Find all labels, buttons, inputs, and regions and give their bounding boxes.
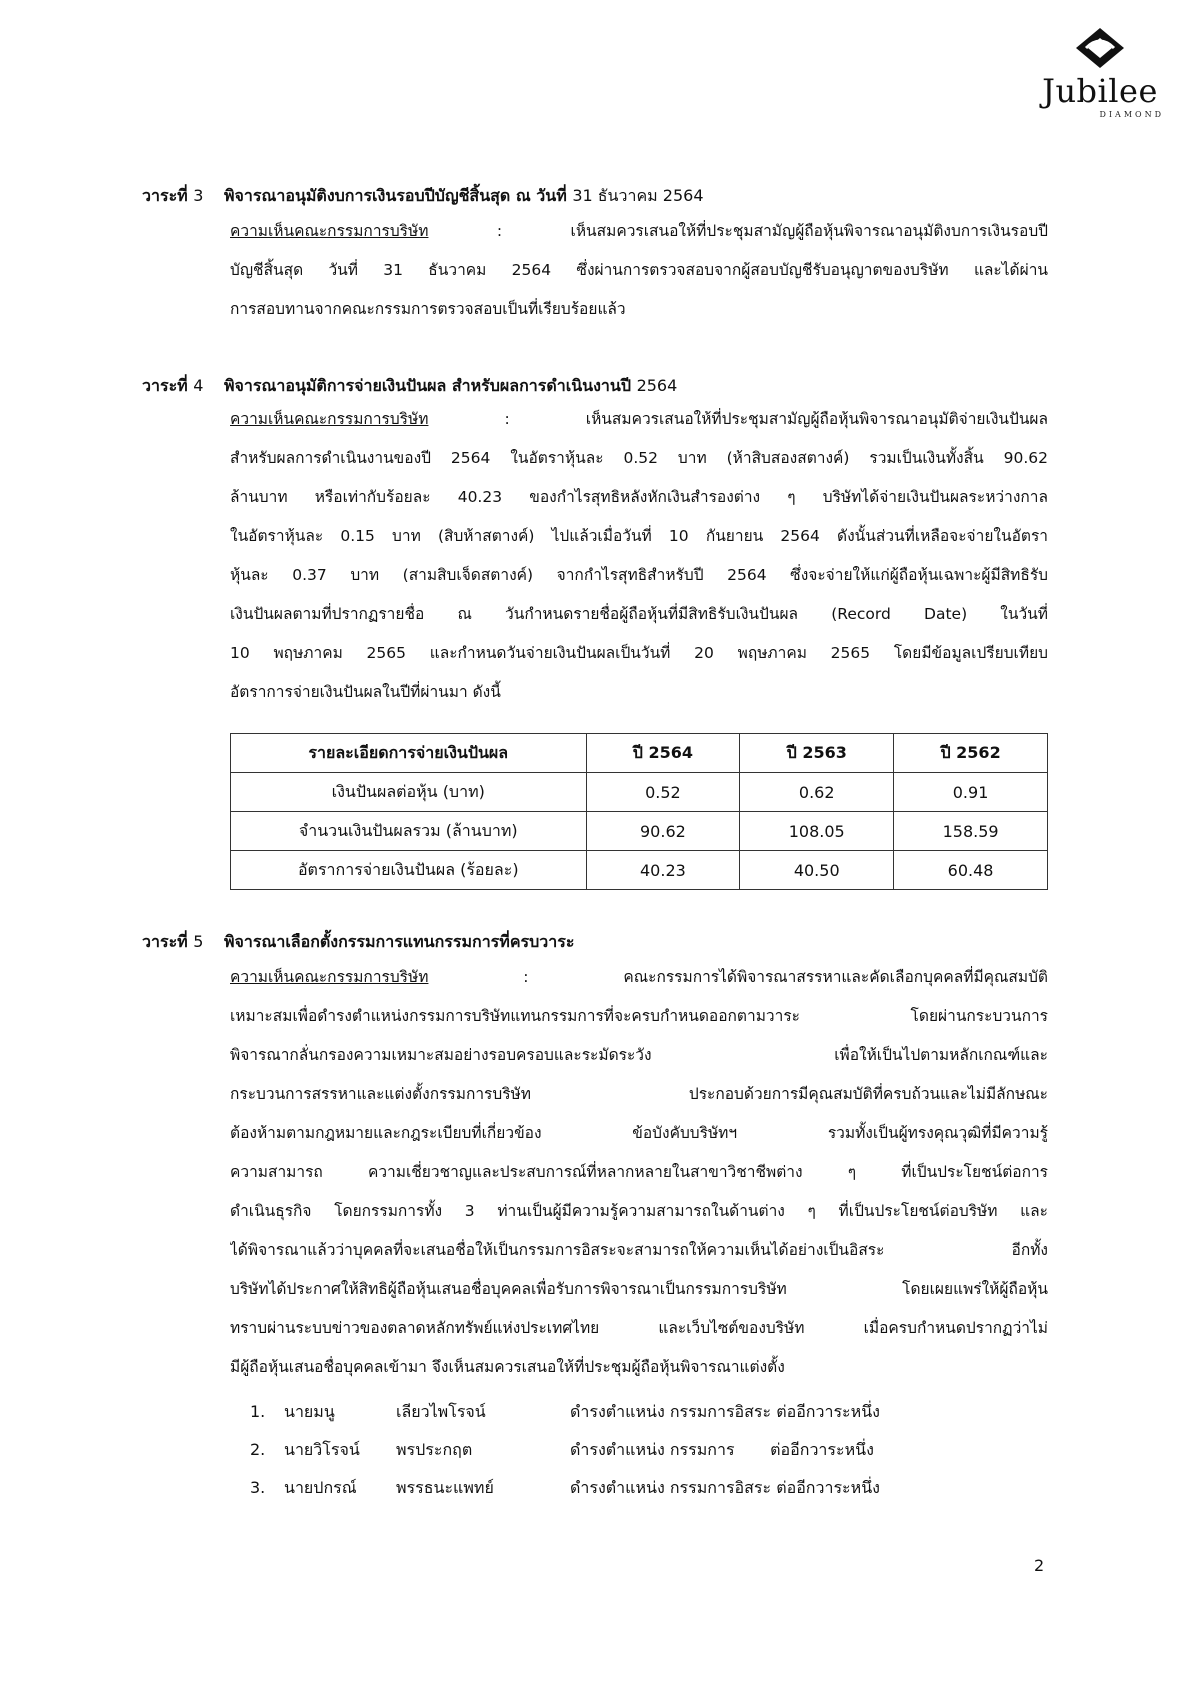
logo-sub-text: DIAMOND: [1099, 110, 1164, 119]
agenda-4-line-0: : เห็นสมควรเสนอให้ที่ประชุมสามัญผู้ถือหุ้นพิจารณาอนุมัติจ่ายเงินปันผล: [428, 410, 1048, 428]
nominee-first-name: นายมนู: [284, 1402, 335, 1421]
table-cell: 0.91: [894, 773, 1048, 812]
agenda-4-line-3: ในอัตราหุ้นละ 0.15 บาท (สิบห้าสตางค์) ไปแล้วเมื่อวันที่ 10 กันยายน 2564 ดังนั้นส่วนที่เหลือจะจ่ายในอัตรา: [230, 527, 1048, 545]
agenda-5-line-3: กระบวนการสรรหาและแต่งตั้งกรรมการบริษัท ประกอบด้วยการมีคุณสมบัติที่ครบถ้วนและไม่มีลักษณะ: [230, 1085, 1048, 1103]
table-cell: 0.62: [740, 773, 894, 812]
agenda-5-label: วาระที่: [142, 932, 188, 951]
agenda-4-opinion: [230, 400, 1048, 712]
nominee-last-name: เลียวไพโรจน์: [396, 1402, 486, 1421]
table-row: [231, 773, 1048, 812]
agenda-5-line-10: มีผู้ถือหุ้นเสนอชื่อบุคคลเข้ามา จึงเห็นสมควรเสนอให้ที่ประชุมผู้ถือหุ้นพิจารณาแต่งตั้ง: [230, 1358, 785, 1376]
agenda-5-heading: [142, 930, 574, 954]
agenda-5-number: 5: [193, 932, 204, 951]
table-cell: 0.52: [586, 773, 740, 812]
nominee-last-name: พรประกฤต: [396, 1440, 473, 1459]
agenda-5-title: พิจารณาเลือกตั้งกรรมการแทนกรรมการที่ครบวาระ: [224, 932, 575, 951]
agenda-3-label: วาระที่: [142, 186, 188, 205]
agenda-4-line-7: อัตราการจ่ายเงินปันผลในปีที่ผ่านมา ดังนี้: [230, 683, 501, 701]
agenda-5-opinion-label: ความเห็นคณะกรรมการบริษัท: [230, 968, 429, 986]
agenda-4-label: วาระที่: [142, 376, 188, 395]
table-header-cell: ปี 2564: [586, 734, 740, 773]
table-row: [231, 812, 1048, 851]
logo-brand-text: Jubilee: [1042, 72, 1158, 110]
agenda-5-opinion: [230, 958, 1048, 1387]
agenda-4-title-year: 2564: [636, 376, 678, 395]
company-logo: [1030, 26, 1170, 126]
agenda-5-line-4: ต้องห้ามตามกฎหมายและกฎระเบียบที่เกี่ยวข้อง ข้อบังคับบริษัทฯ รวมทั้งเป็นผู้ทรงคุณวุฒิที่มีความรู้: [230, 1124, 1048, 1142]
agenda-3-line-2: การสอบทานจากคณะกรรมการตรวจสอบเป็นที่เรียบร้อยแล้ว: [230, 300, 626, 318]
table-header-cell: รายละเอียดการจ่ายเงินปันผล: [231, 734, 587, 773]
nominee-number: 1.: [250, 1402, 266, 1421]
agenda-4-title: พิจารณาอนุมัติการจ่ายเงินปันผล สำหรับผลการดำเนินงานปี: [224, 376, 631, 395]
nominee-position: ดำรงตำแหน่ง กรรมการอิสระ ต่ออีกวาระหนึ่ง: [570, 1402, 880, 1421]
agenda-4-line-6: 10 พฤษภาคม 2565 และกำหนดวันจ่ายเงินปันผลเป็นวันที่ 20 พฤษภาคม 2565 โดยมีข้อมูลเปรียบเทียบ: [230, 644, 1048, 662]
agenda-4-line-2: ล้านบาท หรือเท่ากับร้อยละ 40.23 ของกำไรสุทธิหลังหักเงินสำรองต่าง ๆ บริษัทได้จ่ายเงินปันผลระหว่างกาล: [230, 488, 1048, 506]
page-number: 2: [1034, 1556, 1045, 1575]
nominee-position: ดำรงตำแหน่ง กรรมการอิสระ ต่ออีกวาระหนึ่ง: [570, 1478, 880, 1497]
agenda-5-line-7: ได้พิจารณาแล้วว่าบุคคลที่จะเสนอชื่อให้เป็นกรรมการอิสระจะสามารถให้ความเห็นได้อย่างเป็นอิสระ อีกทั้ง: [230, 1241, 1048, 1259]
table-row: [231, 851, 1048, 890]
agenda-3-number: 3: [193, 186, 204, 205]
table-cell: 158.59: [894, 812, 1048, 851]
nominee-first-name: นายวิโรจน์: [284, 1440, 360, 1459]
agenda-3-title: พิจารณาอนุมัติงบการเงินรอบปีบัญชีสิ้นสุด ณ วันที่: [224, 186, 567, 205]
table-header-cell: ปี 2562: [894, 734, 1048, 773]
agenda-4-line-1: สำหรับผลการดำเนินงานของปี 2564 ในอัตราหุ้นละ 0.52 บาท (ห้าสิบสองสตางค์) รวมเป็นเงินทั้งสิ้น 90.62: [230, 449, 1048, 467]
agenda-5-line-9: ทราบผ่านระบบข่าวของตลาดหลักทรัพย์แห่งประเทศไทย และเว็บไซต์ของบริษัท เมื่อครบกำหนดปรากฏว่าไม่: [230, 1319, 1048, 1337]
dividend-table-header: [231, 734, 1048, 773]
table-cell: จำนวนเงินปันผลรวม (ล้านบาท): [231, 812, 587, 851]
table-cell: 40.23: [586, 851, 740, 890]
agenda-5-line-1: เหมาะสมเพื่อดำรงตำแหน่งกรรมการบริษัทแทนกรรมการที่จะครบกำหนดออกตามวาระ โดยผ่านกระบวนการ: [230, 1007, 1048, 1025]
table-cell: 108.05: [740, 812, 894, 851]
nominee-number: 3.: [250, 1478, 266, 1497]
table-cell: 60.48: [894, 851, 1048, 890]
agenda-5-line-8: บริษัทได้ประกาศให้สิทธิผู้ถือหุ้นเสนอชื่อบุคคลเพื่อรับการพิจารณาเป็นกรรมการบริษัท โดยเผยแพร่ให้ผู้ถือหุ้น: [230, 1280, 1048, 1298]
table-cell: อัตราการจ่ายเงินปันผล (ร้อยละ): [231, 851, 587, 890]
agenda-3-title-date: 31 ธันวาคม 2564: [572, 186, 704, 205]
agenda-3-opinion: [230, 212, 1048, 329]
agenda-5-line-0: : คณะกรรมการได้พิจารณาสรรหาและคัดเลือกบุคคลที่มีคุณสมบัติ: [428, 968, 1048, 986]
nominee-number: 2.: [250, 1440, 266, 1459]
agenda-5-line-5: ความสามารถ ความเชี่ยวชาญและประสบการณ์ที่หลากหลายในสาขาวิชาชีพต่าง ๆ ที่เป็นประโยชน์ต่อการ: [230, 1163, 1048, 1181]
agenda-4-line-4: หุ้นละ 0.37 บาท (สามสิบเจ็ดสตางค์) จากกำไรสุทธิสำหรับปี 2564 ซึ่งจะจ่ายให้แก่ผู้ถือหุ้นเฉพาะผู้มีสิทธิรับ: [230, 566, 1048, 584]
table-cell: 90.62: [586, 812, 740, 851]
dividend-table: [230, 733, 1048, 890]
agenda-5-line-6: ดำเนินธุรกิจ โดยกรรมการทั้ง 3 ท่านเป็นผู้มีความรู้ความสามารถในด้านต่าง ๆ ที่เป็นประโยชน์ต่อบริษัท และ: [230, 1202, 1048, 1220]
agenda-4-heading: [142, 374, 677, 398]
agenda-4-line-5: เงินปันผลตามที่ปรากฏรายชื่อ ณ วันกำหนดรายชื่อผู้ถือหุ้นที่มีสิทธิรับเงินปันผล (Record Date) ในวันที่: [230, 605, 1048, 623]
diamond-logo-icon: [1072, 26, 1128, 70]
agenda-3-line-0: : เห็นสมควรเสนอให้ที่ประชุมสามัญผู้ถือหุ้นพิจารณาอนุมัติงบการเงินรอบปี: [428, 222, 1048, 240]
agenda-3-opinion-label: ความเห็นคณะกรรมการบริษัท: [230, 222, 429, 240]
table-cell: เงินปันผลต่อหุ้น (บาท): [231, 773, 587, 812]
agenda-3-heading: [142, 184, 704, 208]
nominee-last-name: พรรธนะแพทย์: [396, 1478, 494, 1497]
table-header-cell: ปี 2563: [740, 734, 894, 773]
agenda-3-line-1: บัญชีสิ้นสุด วันที่ 31 ธันวาคม 2564 ซึ่งผ่านการตรวจสอบจากผู้สอบบัญชีรับอนุญาตของบริษัท และได้ผ่าน: [230, 261, 1048, 279]
agenda-4-opinion-label: ความเห็นคณะกรรมการบริษัท: [230, 410, 429, 428]
nominee-position: ดำรงตำแหน่ง กรรมการ ต่ออีกวาระหนึ่ง: [570, 1440, 874, 1459]
table-cell: 40.50: [740, 851, 894, 890]
nominee-first-name: นายปกรณ์: [284, 1478, 357, 1497]
agenda-5-line-2: พิจารณากลั่นกรองความเหมาะสมอย่างรอบครอบและระมัดระวัง เพื่อให้เป็นไปตามหลักเกณฑ์และ: [230, 1046, 1048, 1064]
agenda-4-number: 4: [193, 376, 204, 395]
